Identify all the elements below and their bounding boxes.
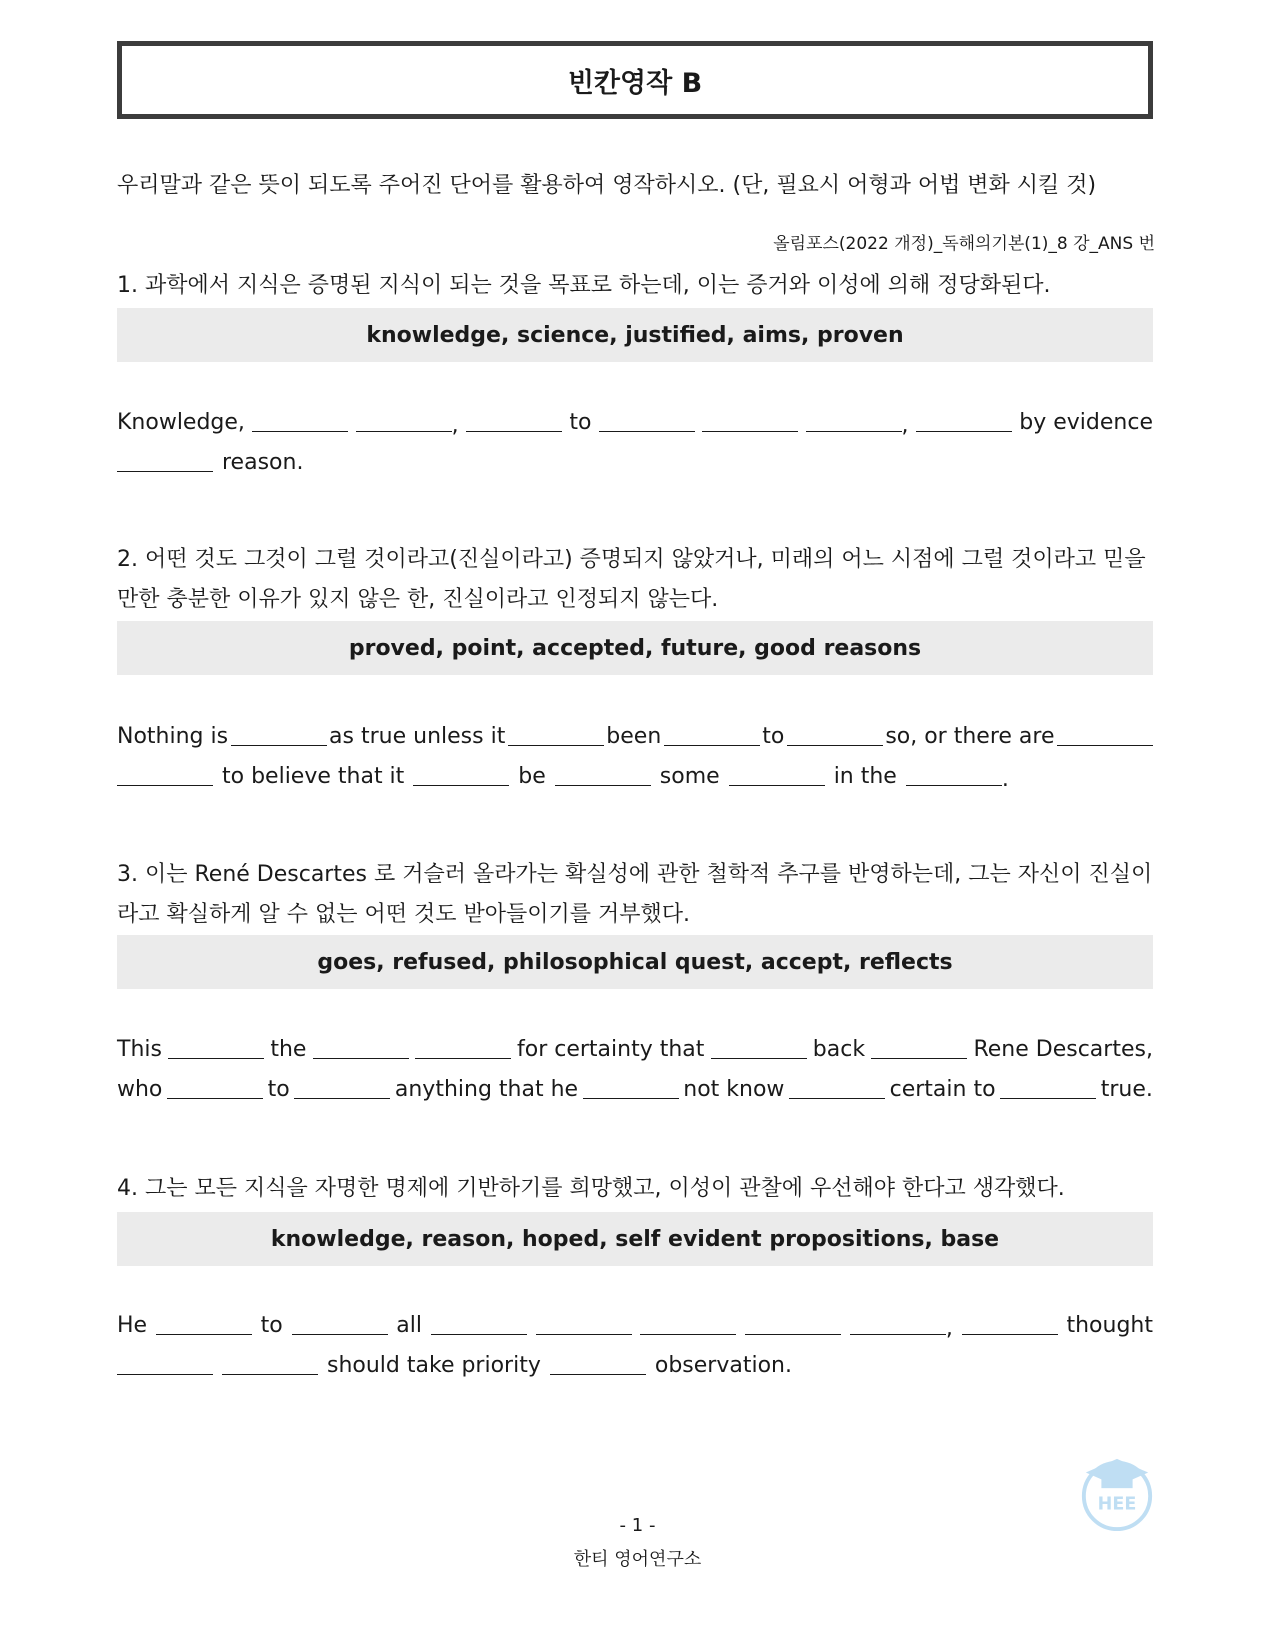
answer-blank xyxy=(294,1074,390,1105)
question-1-keywords: knowledge, science, justified, aims, proven xyxy=(117,308,1153,362)
answer-blank: , xyxy=(806,407,909,438)
answer-blank xyxy=(729,761,825,792)
answer-blank xyxy=(413,761,509,792)
answer-line-1 xyxy=(117,716,1153,756)
answer-word: back xyxy=(812,1036,866,1062)
answer-blank xyxy=(117,447,213,478)
answer-word: observation. xyxy=(654,1352,792,1378)
answer-blank: . xyxy=(906,761,1009,792)
answer-word: thought xyxy=(1066,1312,1153,1338)
answer-word: in the xyxy=(833,763,897,789)
answer-word: reason. xyxy=(222,449,304,475)
answer-word: be xyxy=(518,763,546,789)
answer-blank xyxy=(415,1034,511,1065)
worksheet-title: 빈칸영작 B xyxy=(117,41,1153,119)
answer-word: certain to xyxy=(889,1076,996,1102)
question-2-keywords: proved, point, accepted, future, good reasons xyxy=(117,621,1153,675)
answer-blank xyxy=(466,407,562,438)
answer-word: He xyxy=(117,1312,148,1338)
answer-blank xyxy=(789,1074,885,1105)
answer-line-1 xyxy=(117,1305,1153,1345)
answer-blank xyxy=(962,1310,1058,1341)
answer-blank xyxy=(117,761,213,792)
question-1-answer xyxy=(117,402,1153,482)
answer-blank xyxy=(599,407,695,438)
answer-word: not know xyxy=(683,1076,785,1102)
answer-word: so, or there are xyxy=(885,723,1055,749)
answer-blank xyxy=(508,721,604,752)
answer-word: to xyxy=(267,1076,290,1102)
answer-word: for certainty that xyxy=(517,1036,705,1062)
answer-blank xyxy=(916,407,1012,438)
answer-blank xyxy=(252,407,348,438)
answer-word: to xyxy=(569,409,592,435)
answer-word: the xyxy=(270,1036,307,1062)
answer-blank xyxy=(313,1034,409,1065)
answer-word: as true unless it xyxy=(329,723,506,749)
answer-blank xyxy=(156,1310,252,1341)
answer-word: true. xyxy=(1100,1076,1153,1102)
answer-blank xyxy=(550,1350,646,1381)
answer-line-2 xyxy=(117,1069,1153,1109)
answer-word: to xyxy=(762,723,785,749)
question-1-korean: 1. 과학에서 지식은 증명된 지식이 되는 것을 목표로 하는데, 이는 증거와 이성에 의해 정당화된다. xyxy=(117,273,1051,298)
answer-blank xyxy=(664,721,760,752)
answer-blank xyxy=(871,1034,967,1065)
answer-word: anything that he xyxy=(394,1076,579,1102)
answer-blank xyxy=(168,1034,264,1065)
answer-line-1 xyxy=(117,402,1153,442)
answer-blank xyxy=(222,1350,318,1381)
question-3-keywords: goes, refused, philosophical quest, accept, reflects xyxy=(117,935,1153,989)
answer-blank xyxy=(702,407,798,438)
answer-line-2 xyxy=(117,756,1153,796)
answer-blank xyxy=(292,1310,388,1341)
logo-text: HEE xyxy=(1097,1494,1137,1515)
answer-blank xyxy=(640,1310,736,1341)
answer-word: been xyxy=(606,723,662,749)
answer-blank xyxy=(711,1034,807,1065)
answer-blank xyxy=(555,761,651,792)
answer-word: Rene Descartes, xyxy=(973,1036,1153,1062)
answer-blank xyxy=(231,721,327,752)
answer-word: who xyxy=(117,1076,163,1102)
answer-blank xyxy=(583,1074,679,1105)
answer-line-1 xyxy=(117,1029,1153,1069)
answer-word: This xyxy=(117,1036,162,1062)
answer-blank xyxy=(1000,1074,1096,1105)
answer-blank xyxy=(536,1310,632,1341)
source-label: 올림포스(2022 개정)_독해의기본(1)_8 강_ANS 번 xyxy=(773,234,1155,254)
answer-blank xyxy=(431,1310,527,1341)
question-3-answer xyxy=(117,1029,1153,1109)
answer-word: to believe that it xyxy=(222,763,405,789)
question-4-keywords: knowledge, reason, hoped, self evident propositions, base xyxy=(117,1212,1153,1266)
answer-blank xyxy=(745,1310,841,1341)
answer-word: should take priority xyxy=(327,1352,541,1378)
question-3-korean: 3. 이는 René Descartes 로 거슬러 올라가는 확실성에 관한 철학적 추구를 반영하는데, 그는 자신이 진실이라고 확실하게 알 수 없는 어떤 것도 받아들이기를 거부했다. xyxy=(117,862,1153,927)
footer-organization: 한티 영어연구소 xyxy=(573,1549,702,1570)
answer-word: Knowledge, xyxy=(117,409,245,435)
answer-word: by evidence xyxy=(1019,409,1153,435)
page-number: - 1 - xyxy=(619,1515,656,1536)
instruction-text: 우리말과 같은 뜻이 되도록 주어진 단어를 활용하여 영작하시오. (단, 필요시 어형과 어법 변화 시킬 것) xyxy=(117,173,1097,198)
question-4-korean: 4. 그는 모든 지식을 자명한 명제에 기반하기를 희망했고, 이성이 관찰에 우선해야 한다고 생각했다. xyxy=(117,1176,1065,1201)
answer-line-2 xyxy=(117,1345,1153,1385)
question-2-answer xyxy=(117,716,1153,796)
answer-blank: , xyxy=(356,407,459,438)
answer-blank xyxy=(117,1350,213,1381)
answer-blank: , xyxy=(850,1310,953,1341)
answer-word: to xyxy=(260,1312,283,1338)
answer-word: some xyxy=(659,763,720,789)
answer-blank xyxy=(1057,721,1153,752)
answer-word: Nothing is xyxy=(117,723,229,749)
question-2-korean: 2. 어떤 것도 그것이 그럴 것이라고(진실이라고) 증명되지 않았거나, 미래의 어느 시점에 그럴 것이라고 믿을 만한 충분한 이유가 있지 않은 한, 진실이라고 인정되지 않는다. xyxy=(117,547,1146,612)
answer-line-2 xyxy=(117,442,1153,482)
answer-blank xyxy=(787,721,883,752)
answer-word: all xyxy=(396,1312,423,1338)
answer-blank xyxy=(167,1074,263,1105)
question-4-answer xyxy=(117,1305,1153,1385)
